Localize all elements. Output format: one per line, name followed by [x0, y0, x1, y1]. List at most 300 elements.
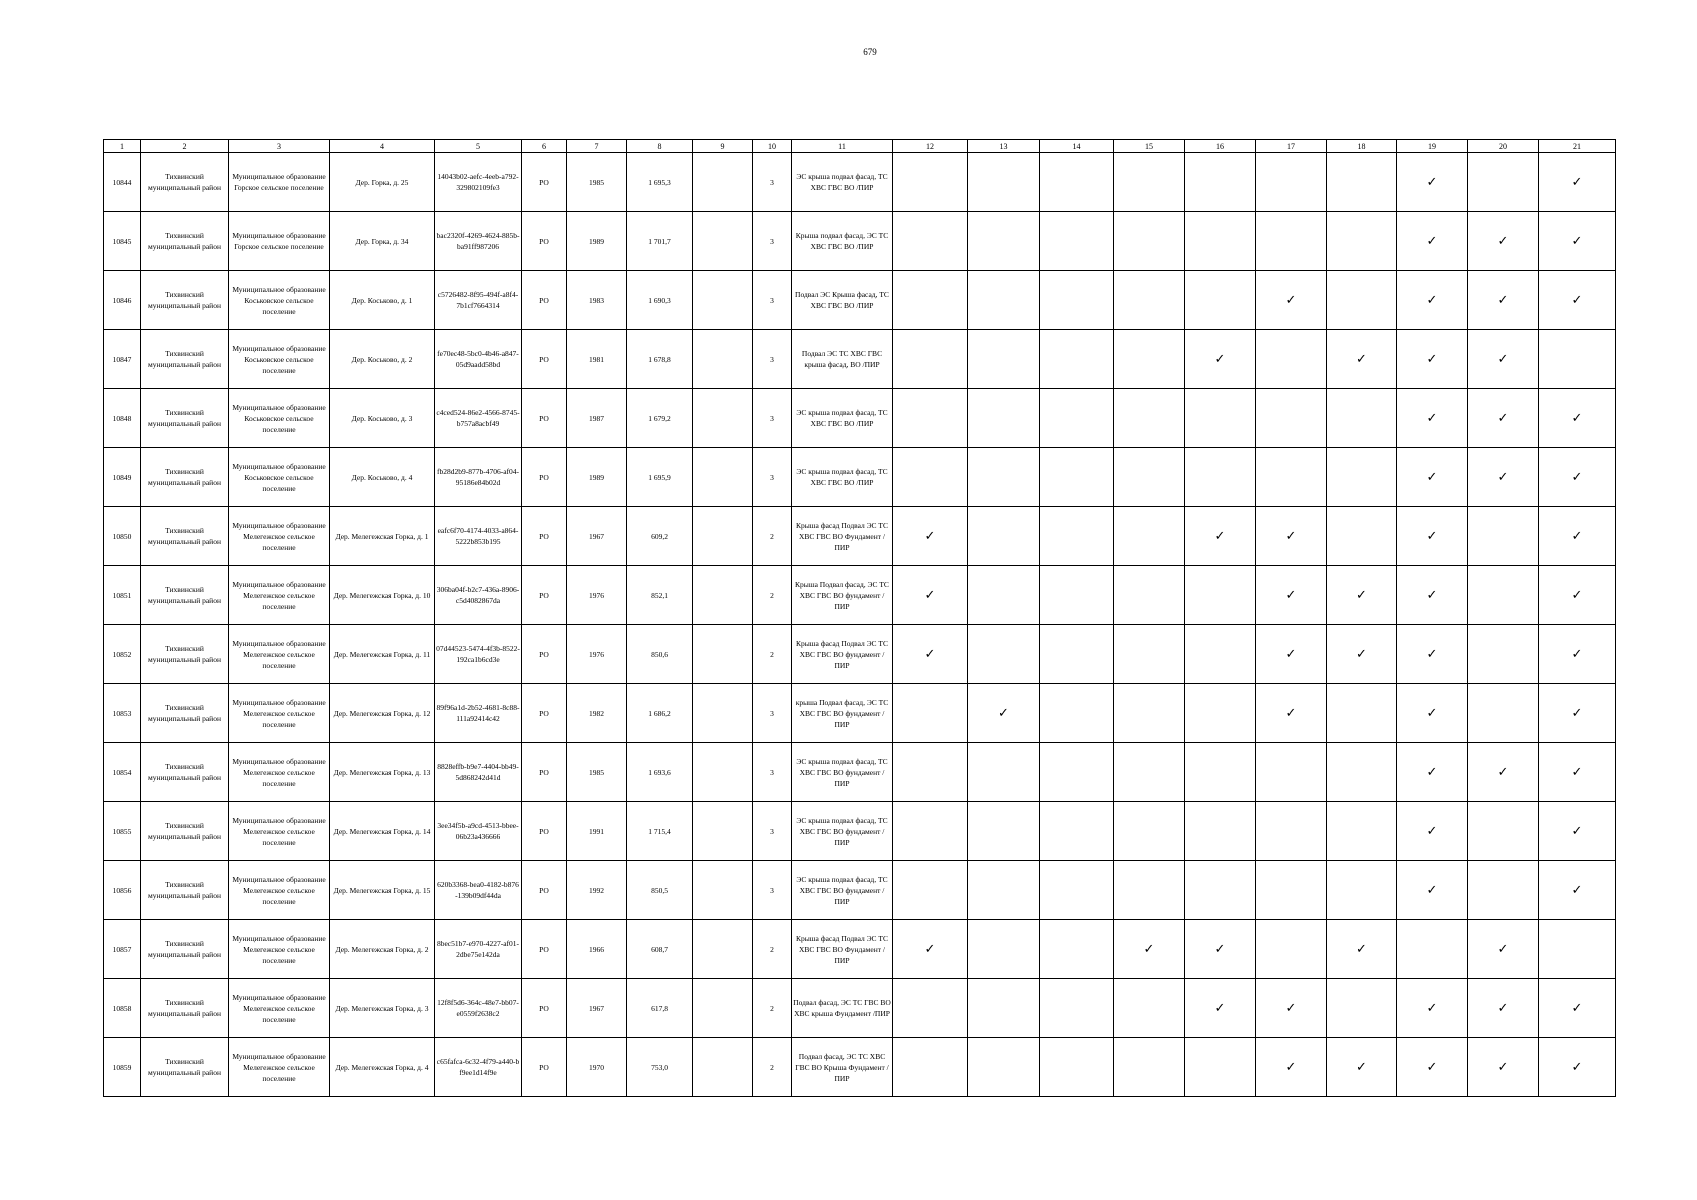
cell-col-16 — [1185, 625, 1256, 684]
cell-col-12 — [893, 1038, 968, 1097]
checkmark-icon: ✓ — [1426, 233, 1438, 249]
cell-col-8: 617,8 — [627, 979, 693, 1038]
cell-col-21 — [1539, 1038, 1616, 1097]
cell-col-11: Подвал фасад, ЭС ТС ХВС ГВС ВО Крыша Фундамент /ПИР — [792, 1038, 893, 1097]
column-header-3: 3 — [229, 140, 330, 153]
column-header-16: 16 — [1185, 140, 1256, 153]
cell-col-6: РО — [522, 507, 567, 566]
cell-col-18 — [1327, 979, 1397, 1038]
cell-col-1: 10845 — [104, 212, 141, 271]
cell-col-15 — [1114, 507, 1185, 566]
cell-col-14 — [1040, 153, 1114, 212]
cell-col-19 — [1397, 507, 1468, 566]
cell-col-21 — [1539, 153, 1616, 212]
cell-col-16 — [1185, 1038, 1256, 1097]
cell-col-13 — [968, 566, 1040, 625]
cell-col-12 — [893, 802, 968, 861]
cell-col-6: РО — [522, 566, 567, 625]
table-row — [104, 153, 1616, 212]
cell-col-17 — [1256, 1038, 1327, 1097]
cell-col-11: Подвал фасад, ЭС ТС ГВС ВО ХВС крыша Фундамент /ПИР — [792, 979, 893, 1038]
cell-col-20 — [1468, 920, 1539, 979]
table-row — [104, 507, 1616, 566]
cell-col-20 — [1468, 212, 1539, 271]
cell-col-12 — [893, 507, 968, 566]
cell-col-10: 2 — [753, 566, 792, 625]
cell-col-1: 10855 — [104, 802, 141, 861]
cell-col-16 — [1185, 212, 1256, 271]
checkmark-icon: ✓ — [1426, 764, 1438, 780]
cell-col-16 — [1185, 389, 1256, 448]
cell-col-9 — [693, 389, 753, 448]
cell-col-2: Тихвинский муниципальный район — [141, 743, 229, 802]
cell-col-6: РО — [522, 979, 567, 1038]
checkmark-icon: ✓ — [1571, 233, 1583, 249]
checkmark-icon: ✓ — [1571, 528, 1583, 544]
checkmark-icon: ✓ — [1426, 469, 1438, 485]
cell-col-17 — [1256, 330, 1327, 389]
checkmark-icon: ✓ — [924, 528, 936, 544]
cell-col-18 — [1327, 507, 1397, 566]
cell-col-9 — [693, 330, 753, 389]
table-row — [104, 625, 1616, 684]
checkmark-icon: ✓ — [1214, 528, 1226, 544]
checkmark-icon: ✓ — [1214, 351, 1226, 367]
cell-col-5: c4ced524-86e2-4566-8745-b757a8acbf49 — [435, 389, 522, 448]
cell-col-2: Тихвинский муниципальный район — [141, 389, 229, 448]
cell-col-2: Тихвинский муниципальный район — [141, 448, 229, 507]
cell-col-9 — [693, 1038, 753, 1097]
checkmark-icon: ✓ — [1571, 1000, 1583, 1016]
cell-col-8: 1 678,8 — [627, 330, 693, 389]
cell-col-5: 306ba04f-b2c7-436a-8906-c5d4082867da — [435, 566, 522, 625]
cell-col-3: Муниципальное образование Горское сельское поселение — [229, 212, 330, 271]
checkmark-icon: ✓ — [924, 587, 936, 603]
cell-col-13 — [968, 625, 1040, 684]
cell-col-5: 8bec51b7-e970-4227-af01-2dbe75e142da — [435, 920, 522, 979]
checkmark-icon: ✓ — [1497, 233, 1509, 249]
checkmark-icon: ✓ — [1426, 351, 1438, 367]
cell-col-10: 3 — [753, 330, 792, 389]
cell-col-17 — [1256, 271, 1327, 330]
table-row — [104, 212, 1616, 271]
cell-col-1: 10858 — [104, 979, 141, 1038]
cell-col-19 — [1397, 802, 1468, 861]
cell-col-14 — [1040, 330, 1114, 389]
checkmark-icon: ✓ — [1356, 941, 1367, 957]
cell-col-4: Дер. Коськово, д. 2 — [330, 330, 435, 389]
cell-col-2: Тихвинский муниципальный район — [141, 625, 229, 684]
cell-col-5: 14043b02-aefc-4eeb-a792-329802109fe3 — [435, 153, 522, 212]
cell-col-20 — [1468, 684, 1539, 743]
cell-col-8: 1 679,2 — [627, 389, 693, 448]
cell-col-11: ЭС крыша подвал фасад, ТС ХВС ГВС ВО /ПИР — [792, 389, 893, 448]
cell-col-15 — [1114, 212, 1185, 271]
cell-col-20 — [1468, 153, 1539, 212]
cell-col-16 — [1185, 802, 1256, 861]
cell-col-2: Тихвинский муниципальный район — [141, 330, 229, 389]
cell-col-4: Дер. Мелегежская Горка, д. 4 — [330, 1038, 435, 1097]
cell-col-11: Подвал ЭС ТС ХВС ГВС крыша фасад, ВО /ПИР — [792, 330, 893, 389]
cell-col-13 — [968, 271, 1040, 330]
checkmark-icon: ✓ — [1356, 1059, 1367, 1075]
cell-col-2: Тихвинский муниципальный район — [141, 861, 229, 920]
cell-col-10: 3 — [753, 802, 792, 861]
cell-col-14 — [1040, 389, 1114, 448]
cell-col-9 — [693, 212, 753, 271]
cell-col-10: 3 — [753, 389, 792, 448]
cell-col-1: 10853 — [104, 684, 141, 743]
cell-col-14 — [1040, 1038, 1114, 1097]
cell-col-6: РО — [522, 330, 567, 389]
checkmark-icon: ✓ — [1571, 646, 1583, 662]
cell-col-21 — [1539, 861, 1616, 920]
cell-col-7: 1992 — [567, 861, 627, 920]
checkmark-icon: ✓ — [1143, 941, 1155, 957]
cell-col-15 — [1114, 566, 1185, 625]
cell-col-3: Муниципальное образование Мелегежское сельское поселение — [229, 1038, 330, 1097]
cell-col-6: РО — [522, 684, 567, 743]
cell-col-17 — [1256, 861, 1327, 920]
cell-col-3: Муниципальное образование Мелегежское сельское поселение — [229, 920, 330, 979]
cell-col-14 — [1040, 802, 1114, 861]
cell-col-3: Муниципальное образование Мелегежское сельское поселение — [229, 861, 330, 920]
cell-col-15 — [1114, 153, 1185, 212]
cell-col-8: 850,5 — [627, 861, 693, 920]
cell-col-15 — [1114, 330, 1185, 389]
cell-col-5: fe70ec48-5bc0-4b46-a847-05d9aadd58bd — [435, 330, 522, 389]
table-row — [104, 920, 1616, 979]
column-header-7: 7 — [567, 140, 627, 153]
cell-col-21 — [1539, 212, 1616, 271]
column-header-4: 4 — [330, 140, 435, 153]
cell-col-8: 1 715,4 — [627, 802, 693, 861]
cell-col-21 — [1539, 920, 1616, 979]
checkmark-icon: ✓ — [1571, 823, 1583, 839]
cell-col-20 — [1468, 507, 1539, 566]
cell-col-11: Подвал ЭС Крыша фасад, ТС ХВС ГВС ВО /ПИР — [792, 271, 893, 330]
checkmark-icon: ✓ — [1426, 528, 1438, 544]
cell-col-17 — [1256, 153, 1327, 212]
cell-col-6: РО — [522, 861, 567, 920]
cell-col-11: ЭС крыша подвал фасад, ТС ХВС ГВС ВО /ПИР — [792, 153, 893, 212]
cell-col-18 — [1327, 743, 1397, 802]
cell-col-15 — [1114, 271, 1185, 330]
cell-col-13 — [968, 330, 1040, 389]
cell-col-21 — [1539, 684, 1616, 743]
cell-col-18 — [1327, 625, 1397, 684]
cell-col-3: Муниципальное образование Мелегежское сельское поселение — [229, 566, 330, 625]
cell-col-15 — [1114, 448, 1185, 507]
cell-col-6: РО — [522, 153, 567, 212]
cell-col-8: 852,1 — [627, 566, 693, 625]
cell-col-2: Тихвинский муниципальный район — [141, 1038, 229, 1097]
cell-col-12 — [893, 212, 968, 271]
cell-col-1: 10857 — [104, 920, 141, 979]
cell-col-15 — [1114, 684, 1185, 743]
column-header-8: 8 — [627, 140, 693, 153]
cell-col-15 — [1114, 1038, 1185, 1097]
cell-col-14 — [1040, 625, 1114, 684]
checkmark-icon: ✓ — [1285, 646, 1297, 662]
cell-col-9 — [693, 861, 753, 920]
cell-col-7: 1981 — [567, 330, 627, 389]
cell-col-5: 12f8f5d6-364c-48e7-bb07-e0559f2638c2 — [435, 979, 522, 1038]
cell-col-6: РО — [522, 271, 567, 330]
checkmark-icon: ✓ — [1497, 1059, 1509, 1075]
cell-col-18 — [1327, 920, 1397, 979]
checkmark-icon: ✓ — [1214, 941, 1226, 957]
column-header-20: 20 — [1468, 140, 1539, 153]
cell-col-18 — [1327, 153, 1397, 212]
checkmark-icon: ✓ — [1497, 764, 1509, 780]
cell-col-18 — [1327, 389, 1397, 448]
cell-col-3: Муниципальное образование Мелегежское сельское поселение — [229, 684, 330, 743]
cell-col-12 — [893, 566, 968, 625]
cell-col-5: c5726482-8f95-494f-a8f4-7b1cf7664314 — [435, 271, 522, 330]
cell-col-14 — [1040, 979, 1114, 1038]
cell-col-1: 10856 — [104, 861, 141, 920]
cell-col-20 — [1468, 330, 1539, 389]
cell-col-9 — [693, 566, 753, 625]
cell-col-7: 1966 — [567, 920, 627, 979]
cell-col-10: 3 — [753, 271, 792, 330]
cell-col-18 — [1327, 448, 1397, 507]
cell-col-17 — [1256, 802, 1327, 861]
cell-col-12 — [893, 625, 968, 684]
cell-col-2: Тихвинский муниципальный район — [141, 979, 229, 1038]
cell-col-20 — [1468, 448, 1539, 507]
cell-col-16 — [1185, 153, 1256, 212]
cell-col-16 — [1185, 743, 1256, 802]
cell-col-3: Муниципальное образование Мелегежское сельское поселение — [229, 743, 330, 802]
cell-col-11: Крыша Подвал фасад, ЭС ТС ХВС ГВС ВО фундамент /ПИР — [792, 566, 893, 625]
cell-col-10: 2 — [753, 920, 792, 979]
cell-col-17 — [1256, 743, 1327, 802]
cell-col-7: 1976 — [567, 625, 627, 684]
checkmark-icon: ✓ — [924, 941, 936, 957]
column-header-12: 12 — [893, 140, 968, 153]
column-header-15: 15 — [1114, 140, 1185, 153]
cell-col-12 — [893, 153, 968, 212]
cell-col-8: 850,6 — [627, 625, 693, 684]
cell-col-11: ЭС крыша подвал фасад, ТС ХВС ГВС ВО фундамент /ПИР — [792, 743, 893, 802]
cell-col-3: Муниципальное образование Коськовское сельское поселение — [229, 389, 330, 448]
cell-col-19 — [1397, 389, 1468, 448]
cell-col-17 — [1256, 684, 1327, 743]
cell-col-18 — [1327, 802, 1397, 861]
cell-col-8: 1 701,7 — [627, 212, 693, 271]
cell-col-20 — [1468, 271, 1539, 330]
checkmark-icon: ✓ — [1497, 941, 1509, 957]
column-header-9: 9 — [693, 140, 753, 153]
cell-col-4: Дер. Горка, д. 34 — [330, 212, 435, 271]
cell-col-3: Муниципальное образование Мелегежское сельское поселение — [229, 979, 330, 1038]
column-header-2: 2 — [141, 140, 229, 153]
cell-col-20 — [1468, 1038, 1539, 1097]
cell-col-19 — [1397, 743, 1468, 802]
cell-col-19 — [1397, 271, 1468, 330]
cell-col-21 — [1539, 271, 1616, 330]
checkmark-icon: ✓ — [1426, 882, 1438, 898]
cell-col-13 — [968, 743, 1040, 802]
table-row — [104, 389, 1616, 448]
cell-col-13 — [968, 448, 1040, 507]
cell-col-10: 2 — [753, 1038, 792, 1097]
checkmark-icon: ✓ — [1356, 351, 1367, 367]
cell-col-7: 1985 — [567, 743, 627, 802]
checkmark-icon: ✓ — [1426, 823, 1438, 839]
column-header-21: 21 — [1539, 140, 1616, 153]
cell-col-8: 1 693,6 — [627, 743, 693, 802]
cell-col-11: Крыша фасад Подвал ЭС ТС ХВС ГВС ВО Фундамент /ПИР — [792, 507, 893, 566]
checkmark-icon: ✓ — [1426, 410, 1438, 426]
cell-col-19 — [1397, 684, 1468, 743]
cell-col-2: Тихвинский муниципальный район — [141, 212, 229, 271]
cell-col-7: 1976 — [567, 566, 627, 625]
cell-col-19 — [1397, 625, 1468, 684]
cell-col-5: c65fafca-6c32-4f79-a440-bf9ee1d14f9e — [435, 1038, 522, 1097]
checkmark-icon: ✓ — [1571, 1059, 1583, 1075]
cell-col-9 — [693, 153, 753, 212]
column-header-11: 11 — [792, 140, 893, 153]
table-row — [104, 979, 1616, 1038]
register-table — [103, 139, 1616, 1097]
cell-col-16 — [1185, 448, 1256, 507]
checkmark-icon: ✓ — [1426, 1059, 1438, 1075]
checkmark-icon: ✓ — [1426, 587, 1438, 603]
cell-col-10: 2 — [753, 507, 792, 566]
cell-col-16 — [1185, 271, 1256, 330]
checkmark-icon: ✓ — [1356, 587, 1367, 603]
cell-col-12 — [893, 979, 968, 1038]
cell-col-9 — [693, 920, 753, 979]
checkmark-icon: ✓ — [924, 646, 936, 662]
cell-col-20 — [1468, 979, 1539, 1038]
cell-col-10: 3 — [753, 153, 792, 212]
cell-col-4: Дер. Мелегежская Горка, д. 3 — [330, 979, 435, 1038]
cell-col-3: Муниципальное образование Мелегежское сельское поселение — [229, 802, 330, 861]
cell-col-14 — [1040, 271, 1114, 330]
cell-col-5: 07d44523-5474-4f3b-8522-192ca1b6cd3e — [435, 625, 522, 684]
cell-col-10: 3 — [753, 743, 792, 802]
cell-col-14 — [1040, 920, 1114, 979]
cell-col-6: РО — [522, 389, 567, 448]
cell-col-10: 3 — [753, 448, 792, 507]
cell-col-12 — [893, 448, 968, 507]
cell-col-21 — [1539, 389, 1616, 448]
column-header-6: 6 — [522, 140, 567, 153]
cell-col-12 — [893, 330, 968, 389]
cell-col-9 — [693, 802, 753, 861]
cell-col-19 — [1397, 920, 1468, 979]
cell-col-15 — [1114, 861, 1185, 920]
cell-col-14 — [1040, 684, 1114, 743]
checkmark-icon: ✓ — [998, 705, 1009, 721]
cell-col-21 — [1539, 507, 1616, 566]
cell-col-9 — [693, 979, 753, 1038]
cell-col-5: 89f96a1d-2b52-4681-8c88-111a92414c42 — [435, 684, 522, 743]
cell-col-5: 3ee34f5b-a9cd-4513-bbee-06b23a436666 — [435, 802, 522, 861]
checkmark-icon: ✓ — [1497, 292, 1509, 308]
cell-col-1: 10851 — [104, 566, 141, 625]
table-row — [104, 802, 1616, 861]
cell-col-13 — [968, 212, 1040, 271]
checkmark-icon: ✓ — [1497, 1000, 1509, 1016]
checkmark-icon: ✓ — [1285, 705, 1297, 721]
cell-col-18 — [1327, 212, 1397, 271]
cell-col-5: bac2320f-4269-4624-885b-ba91ff987206 — [435, 212, 522, 271]
cell-col-19 — [1397, 1038, 1468, 1097]
table-row — [104, 448, 1616, 507]
cell-col-20 — [1468, 625, 1539, 684]
cell-col-13 — [968, 684, 1040, 743]
cell-col-4: Дер. Коськово, д. 3 — [330, 389, 435, 448]
checkmark-icon: ✓ — [1426, 1000, 1438, 1016]
cell-col-21 — [1539, 448, 1616, 507]
cell-col-19 — [1397, 979, 1468, 1038]
table-row — [104, 743, 1616, 802]
cell-col-2: Тихвинский муниципальный район — [141, 684, 229, 743]
cell-col-4: Дер. Мелегежская Горка, д. 12 — [330, 684, 435, 743]
cell-col-14 — [1040, 566, 1114, 625]
cell-col-13 — [968, 920, 1040, 979]
cell-col-9 — [693, 507, 753, 566]
cell-col-4: Дер. Мелегежская Горка, д. 2 — [330, 920, 435, 979]
cell-col-3: Муниципальное образование Коськовское сельское поселение — [229, 330, 330, 389]
cell-col-16 — [1185, 566, 1256, 625]
table-row — [104, 1038, 1616, 1097]
cell-col-1: 10849 — [104, 448, 141, 507]
cell-col-2: Тихвинский муниципальный район — [141, 153, 229, 212]
cell-col-4: Дер. Мелегежская Горка, д. 1 — [330, 507, 435, 566]
checkmark-icon: ✓ — [1497, 410, 1509, 426]
cell-col-13 — [968, 507, 1040, 566]
cell-col-19 — [1397, 153, 1468, 212]
column-header-10: 10 — [753, 140, 792, 153]
cell-col-21 — [1539, 330, 1616, 389]
cell-col-12 — [893, 861, 968, 920]
cell-col-3: Муниципальное образование Мелегежское сельское поселение — [229, 625, 330, 684]
cell-col-20 — [1468, 389, 1539, 448]
cell-col-13 — [968, 389, 1040, 448]
cell-col-6: РО — [522, 1038, 567, 1097]
cell-col-15 — [1114, 979, 1185, 1038]
cell-col-20 — [1468, 566, 1539, 625]
checkmark-icon: ✓ — [1571, 764, 1583, 780]
column-header-1: 1 — [104, 140, 141, 153]
table-row — [104, 330, 1616, 389]
checkmark-icon: ✓ — [1214, 1000, 1226, 1016]
checkmark-icon: ✓ — [1285, 587, 1297, 603]
cell-col-4: Дер. Мелегежская Горка, д. 10 — [330, 566, 435, 625]
cell-col-8: 1 686,2 — [627, 684, 693, 743]
cell-col-5: 8828effb-b9e7-4404-bb49-5d868242d41d — [435, 743, 522, 802]
header-row — [104, 140, 1616, 153]
cell-col-6: РО — [522, 625, 567, 684]
cell-col-17 — [1256, 507, 1327, 566]
cell-col-21 — [1539, 566, 1616, 625]
checkmark-icon: ✓ — [1571, 587, 1583, 603]
cell-col-12 — [893, 920, 968, 979]
cell-col-4: Дер. Мелегежская Горка, д. 13 — [330, 743, 435, 802]
checkmark-icon: ✓ — [1426, 292, 1438, 308]
table-row — [104, 861, 1616, 920]
cell-col-5: eafc6f70-4174-4033-a864-5222b853b195 — [435, 507, 522, 566]
column-header-19: 19 — [1397, 140, 1468, 153]
cell-col-20 — [1468, 861, 1539, 920]
cell-col-19 — [1397, 861, 1468, 920]
